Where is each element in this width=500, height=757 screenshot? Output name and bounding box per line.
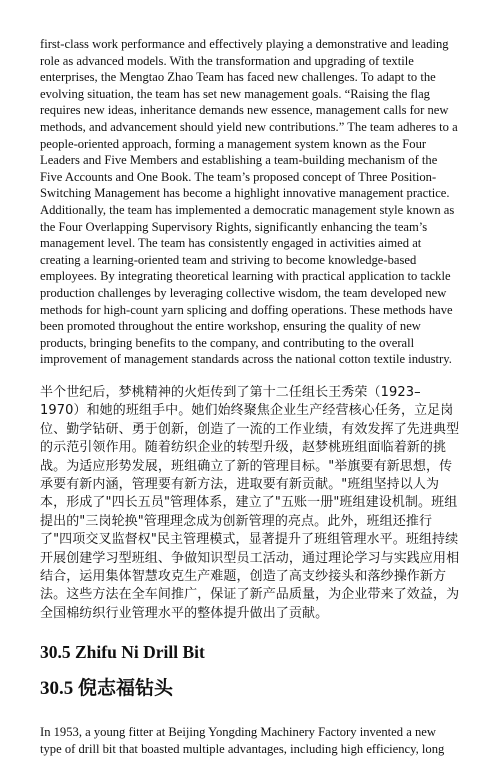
section-title-zh: 倪志福钻头 — [78, 677, 174, 700]
section-number: 30.5 — [40, 642, 71, 663]
english-paragraph-continued: In 1953, a young fitter at Beijing Yongding Machinery Factory invented a new type of drill bit that boasted multiple advantages, including high efficiency, long — [40, 725, 445, 756]
english-paragraph: first-class work performance and effectively playing a demonstrative and leading role as advanced models. With the transformation and upgrading of textile enterprises, the Mengtao Zhao Team has faced new challenges. To adapt to the evolving situation, the team has set new management goals. “Raising the flag requires new ideas, inheritance demands new essence, management calls for new methods, and advancement should yield new contributions.” The team adheres to a people-oriented approach, forming a management system known as the Four Leaders and Five Members and establishing a team-building mechanism of the Five Accounts and One Book. The team’s proposed concept of Three Position-Switching Management has become a highlight innovative management practice. Additionally, the team has implemented a democratic management style known as the Four Overlapping Supervisory Rights, significantly enhancing the team’s management level. The team has consistently engaged in activities aimed at creating a learning-oriented team and striving to become knowledge-based employees. By integrating theoretical learning with practical application to tackle production challenges by leveraging collective wisdom, the team developed new methods for high-count yarn splicing and doffing operations. These methods have been promoted throughout the entire workshop, ensuring the quality of new products, bringing benefits to the company, and contributing to the overall improvement of management standards across the national cotton textile industry. — [40, 37, 458, 367]
section-number-zh: 30.5 — [40, 678, 74, 700]
section-title: Zhifu Ni Drill Bit — [75, 642, 205, 663]
section-heading-chinese — [40, 675, 460, 702]
chinese-paragraph: 半个世纪后，梦桃精神的火炬传到了第十二任组长王秀荣（1923–1970）和她的班组手中。她们始终聚焦企业生产经营核心任务，立足岗位、勤学钻研、勇于创新，创造了一流的工作业绩，有效发挥了先进典型的示范引领作用。随着纺织企业的转型升级，赵梦桃班组面临着新的挑战。为适应形势发展，班组确立了新的管理目标。"举旗要有新思想，传承要有新内涵，管理要有新方法，进取要有新贡献。"班组坚持以人为本，形成了"四长五员"管理体系，建立了"五账一册"班组建设机制。班组提出的"三岗轮换"管理理念成为创新管理的亮点。此外，班组还推行了"四项交叉监督权"民主管理模式，显著提升了班组管理水平。班组持续开展创建学习型班组、争做知识型员工活动，通过理论学习与实践应用相结合，运用集体智慧攻克生产难题，创造了高支纱接头和落纱操作新方法。这些方法在全车间推广，保证了新产品质量，为企业带来了效益，为全国棉纺织行业管理水平的整体提升做出了贡献。 — [40, 384, 460, 621]
document-page — [40, 36, 460, 757]
section-heading-english — [40, 641, 460, 663]
